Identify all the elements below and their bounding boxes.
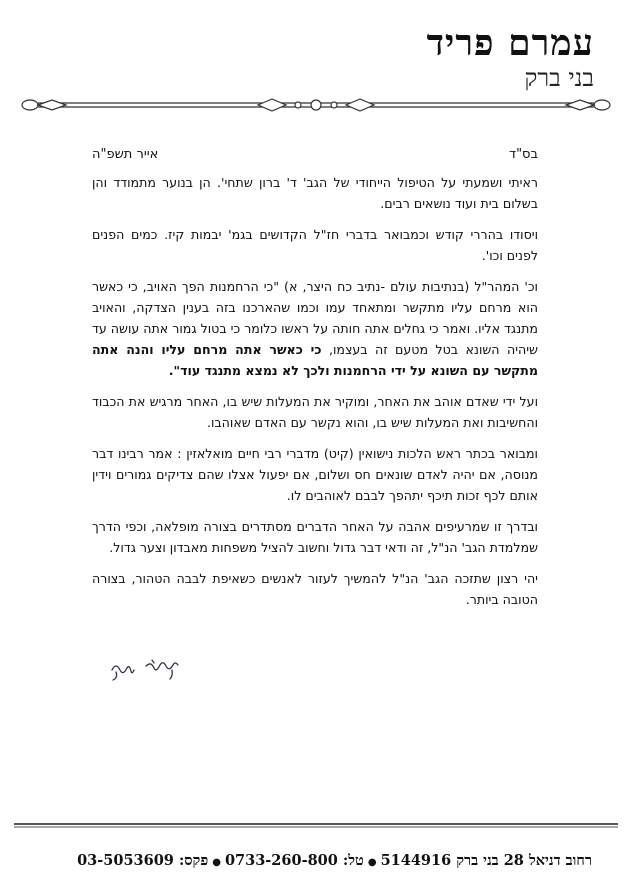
paragraph-3-text: וכ' המהר"ל (בנתיבות עולם -נתיב כח היצר, א) "כי הרחמנות הפך האויב, כי כאשר הוא מרחם עליו מתקשר ומתאחד עמו וכמו שהארכנו בזה בענין הצדקה, והאויב מתנגד אליו. ואמר כי גחלים אתה חותה על ראשו כלומר כי בטול גמור אתה עושה עד שיהיה השונא בטל מטעם זה בעצמו, xyxy=(92,279,538,357)
paragraph-3 xyxy=(92,276,538,381)
ornamental-divider xyxy=(18,96,614,114)
paragraph-7: יהי רצון שתזכה הגב' הנ"ל להמשיך לעזור לאנשים כשאיפת לבבה הטהור, בצורה הטובה ביותר. xyxy=(92,571,538,607)
footer-phone: טל: 0733-260-800 xyxy=(224,852,364,869)
letterhead xyxy=(0,0,632,120)
paragraph-2: ויסודו בהררי קודש וכמבואר בדברי חז"ל הקדושים בגמ' יבמות קיז. כמים הפנים לפנים וכו'. xyxy=(92,227,538,263)
letter-meta xyxy=(92,147,538,165)
footer-divider xyxy=(14,822,618,828)
paragraph-3-bold-quote: כי כאשר אתה מרחם עליו והנה אתה מתקשר עם השונא על ידי הרחמנות ולכך לא נמצא מתנגד עוד". xyxy=(92,342,538,378)
letterhead-city: בני ברק xyxy=(524,64,594,92)
bullet-separator-icon: ● xyxy=(212,857,221,868)
paragraph-5: ומבואר בכתר ראש הלכות נישואין (קיט) מדברי רבי חיים מואלאזין : אמר רבינו דבר מנוסה, אם יהיה לאדם שונאים חס ושלום, אם יפעול אצלו שהם צדיקים גמורים וידין אותם לכף זכות תיכף יתהפך לבבם לאוהבים לו. xyxy=(92,446,538,503)
letterhead-name: עמרם פריד xyxy=(426,22,594,64)
handwritten-signature xyxy=(108,656,184,682)
bsd-mark: בס"ד xyxy=(508,147,538,162)
footer-contact xyxy=(36,852,592,870)
bullet-separator-icon: ● xyxy=(367,857,377,868)
letter-body xyxy=(92,172,538,618)
letter-date: אייר תשפ"ה xyxy=(92,147,159,162)
paragraph-1: ראיתי ושמעתי על הטיפול הייחודי של הגב' ד' ברון שתחי'. הן בנוער מתמודד והן בשלום בית ועוד נושאים רבים. xyxy=(92,175,538,211)
footer-fax: פקס: 03-5053609 xyxy=(77,852,209,869)
footer-address: רחוב דניאל 28 בני ברק 5144916 xyxy=(380,852,592,869)
paragraph-4: ועל ידי שאדם אוהב את האחר, ומוקיר את המעלות שיש בו, האחר מרגיש את הכבוד והחשיבות ואת המעלות שיש בו, והוא נקשר עם האדם שאוהבו. xyxy=(92,394,538,430)
paragraph-6: ובדרך זו שמרעיפים אהבה על האחר הדברים מסתדרים בצורה מופלאה, וכפי הדרך שמלמדת הגב' הנ"ל, זה ודאי דבר גדול וחשוב להציל משפחות מאבדון וצער גדול. xyxy=(92,519,538,555)
